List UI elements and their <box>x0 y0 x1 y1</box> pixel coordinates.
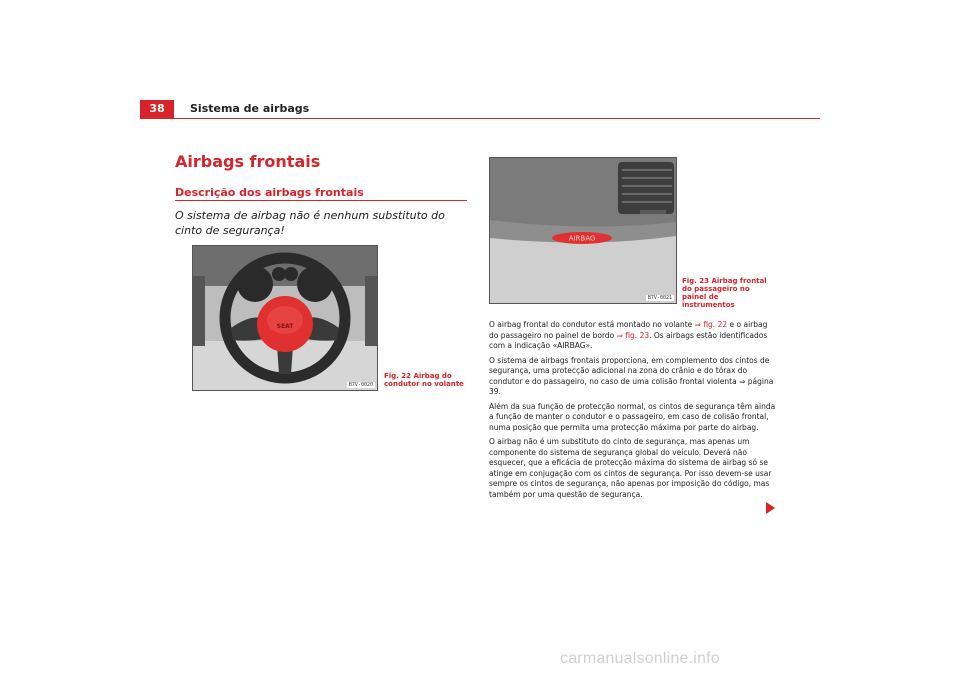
page-number: 38 <box>140 100 174 118</box>
steering-wheel-illustration <box>193 246 377 390</box>
body-text <box>489 320 779 504</box>
paragraph-4: O airbag não é um substituto do cinto de segurança, mas apenas um componente do sistema de segurança global do veículo. Deverá não esquecer, que a eficácia de protecção máxima do sistema de airbag só se atinge em conjugação com os cintos de segurança. Por isso devem-se usar sempre os cintos de segurança, não apenas por imposição do código, mas também por uma questão de segurança. <box>489 437 772 499</box>
fig-22-link[interactable]: ⇒ fig. 22 <box>694 320 728 329</box>
figure-steering-wheel <box>192 245 378 391</box>
figure-code: B7V-0021 <box>647 295 672 301</box>
continue-arrow-icon <box>766 502 775 514</box>
figure-22-caption: Fig. 22 Airbag do condutor no volante <box>384 372 464 388</box>
fig-23-link[interactable]: ⇒ fig. 23 <box>616 330 650 340</box>
figure-23-caption: Fig. 23 Airbag frontal do passageiro no painel de instrumentos <box>682 277 767 309</box>
header-title: Sistema de airbags <box>190 102 310 115</box>
subsection-rule <box>175 200 467 201</box>
section-title: Airbags frontais <box>175 152 321 171</box>
intro-text: O sistema de airbag não é nenhum substituto do cinto de segurança! <box>175 209 445 237</box>
paragraph-2: O sistema de airbags frontais proporciona, em complemento dos cintos de segurança, uma protecção adicional na zona do crânio e do tórax do condutor e do passageiro, no caso de uma colisão frontal violenta ⇒ página 39. <box>489 355 774 396</box>
footer-watermark: carmanualsonline.info <box>560 650 720 667</box>
figure-passenger-airbag <box>489 157 677 304</box>
wheel-emblem-text: SEAT <box>276 323 294 330</box>
paragraph-1: O airbag frontal do condutor está montado no volante ⇒ fig. 22 e o airbag do passageiro no painel de bordo ⇒ fig. 23. Os airbags estão identificados com a indicação «AIRBAG». <box>489 320 768 350</box>
airbag-label: AIRBAG <box>568 234 596 243</box>
dashboard-illustration <box>490 158 676 303</box>
header-rule <box>140 118 820 119</box>
paragraph-3: Além da sua função de protecção normal, os cintos de segurança têm ainda a função de manter o condutor e o passageiro, em caso de colisão frontal, numa posição que permita uma protecção máxima por parte do airbag. <box>489 401 776 432</box>
figure-code: B7V-0020 <box>348 382 373 388</box>
subsection-title: Descrição dos airbags frontais <box>175 186 364 199</box>
